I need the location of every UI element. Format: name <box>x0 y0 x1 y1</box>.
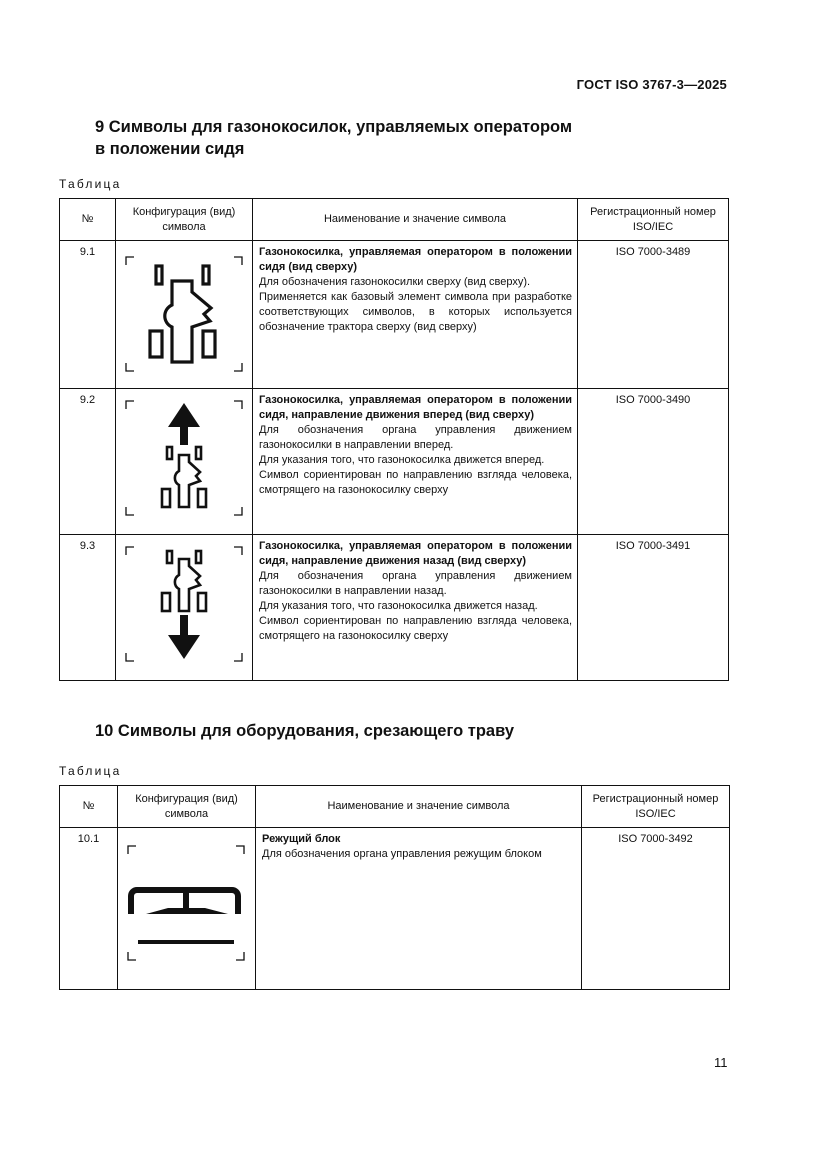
cutting-unit-icon <box>118 828 255 978</box>
col-header-config: Конфигурация (вид) символа <box>116 199 253 241</box>
standard-designation: ГОСТ ISO 3767-3—2025 <box>576 77 727 92</box>
row-number: 9.3 <box>60 535 116 681</box>
table-row <box>60 535 729 681</box>
ride-on-mower-reverse-icon <box>116 535 252 679</box>
symbol-description-line: Для обозначения органа управления режущим блоком <box>262 848 542 860</box>
registration-number: ISO 7000-3491 <box>578 535 729 681</box>
symbol-cell <box>118 828 256 990</box>
symbol-description-line: Символ сориентирован по направлению взгляда человека, смотрящего на газонокосилку сверху <box>259 469 572 496</box>
symbol-description-line: Для обозначения органа управления движением газонокосилки в направлении вперед. <box>259 424 572 451</box>
col-header-number: № <box>60 199 116 241</box>
page-number: 11 <box>714 1055 728 1070</box>
col-header-number: № <box>60 786 118 828</box>
col-header-reg: Регистрационный номер ISO/IEC <box>578 199 729 241</box>
section-9-heading <box>95 116 655 160</box>
symbol-cell <box>116 389 253 535</box>
symbol-description-line: Для обозначения органа управления движением газонокосилки в направлении назад. <box>259 570 572 597</box>
symbol-description-line: Применяется как базовый элемент символа при разработке соответствующих символов, в которых используется обозначение трактора сверху (вид сверху) <box>259 291 572 333</box>
symbol-description <box>253 389 578 535</box>
section-9-title-line1: 9 Символы для газонокосилок, управляемых оператором <box>95 118 573 136</box>
symbol-description-line: Для указания того, что газонокосилка движется назад. <box>259 600 538 612</box>
row-number: 9.2 <box>60 389 116 535</box>
symbol-cell <box>116 241 253 389</box>
symbol-description-line: Для обозначения газонокосилки сверху (вид сверху). <box>259 276 531 288</box>
symbol-description <box>253 241 578 389</box>
symbol-title: Газонокосилка, управляемая оператором в положении сидя, направление движения вперед (вид сверху) <box>259 394 572 421</box>
table-9-header-row <box>60 199 729 241</box>
symbol-title: Режущий блок <box>262 833 341 845</box>
table-row <box>60 828 730 990</box>
col-header-name: Наименование и значение символа <box>256 786 582 828</box>
col-header-config: Конфигурация (вид) символа <box>118 786 256 828</box>
table-10-label: Таблица <box>59 764 122 778</box>
row-number: 9.1 <box>60 241 116 389</box>
symbol-cell <box>116 535 253 681</box>
symbol-description-line: Для указания того, что газонокосилка движется вперед. <box>259 454 545 466</box>
ride-on-mower-top-view-icon <box>116 241 252 387</box>
ride-on-mower-forward-icon <box>116 389 252 533</box>
table-row <box>60 389 729 535</box>
section-10-heading: 10 Символы для оборудования, срезающего траву <box>95 722 515 740</box>
col-header-name: Наименование и значение символа <box>253 199 578 241</box>
symbol-description <box>253 535 578 681</box>
table-row <box>60 241 729 389</box>
table-9-label: Таблица <box>59 177 122 191</box>
section-9-title-line2: в положении сидя <box>95 140 245 158</box>
symbol-title: Газонокосилка, управляемая оператором в положении сидя, направление движения назад (вид сверху) <box>259 540 572 567</box>
symbol-title: Газонокосилка, управляемая оператором в положении сидя (вид сверху) <box>259 246 572 273</box>
table-9 <box>59 198 729 681</box>
registration-number: ISO 7000-3490 <box>578 389 729 535</box>
table-10-header-row <box>60 786 730 828</box>
registration-number: ISO 7000-3492 <box>582 828 730 990</box>
col-header-reg: Регистрационный номер ISO/IEC <box>582 786 730 828</box>
symbol-description-line: Символ сориентирован по направлению взгляда человека, смотрящего на газонокосилку сверху <box>259 615 572 642</box>
symbol-description <box>256 828 582 990</box>
registration-number: ISO 7000-3489 <box>578 241 729 389</box>
row-number: 10.1 <box>60 828 118 990</box>
table-10 <box>59 785 730 990</box>
